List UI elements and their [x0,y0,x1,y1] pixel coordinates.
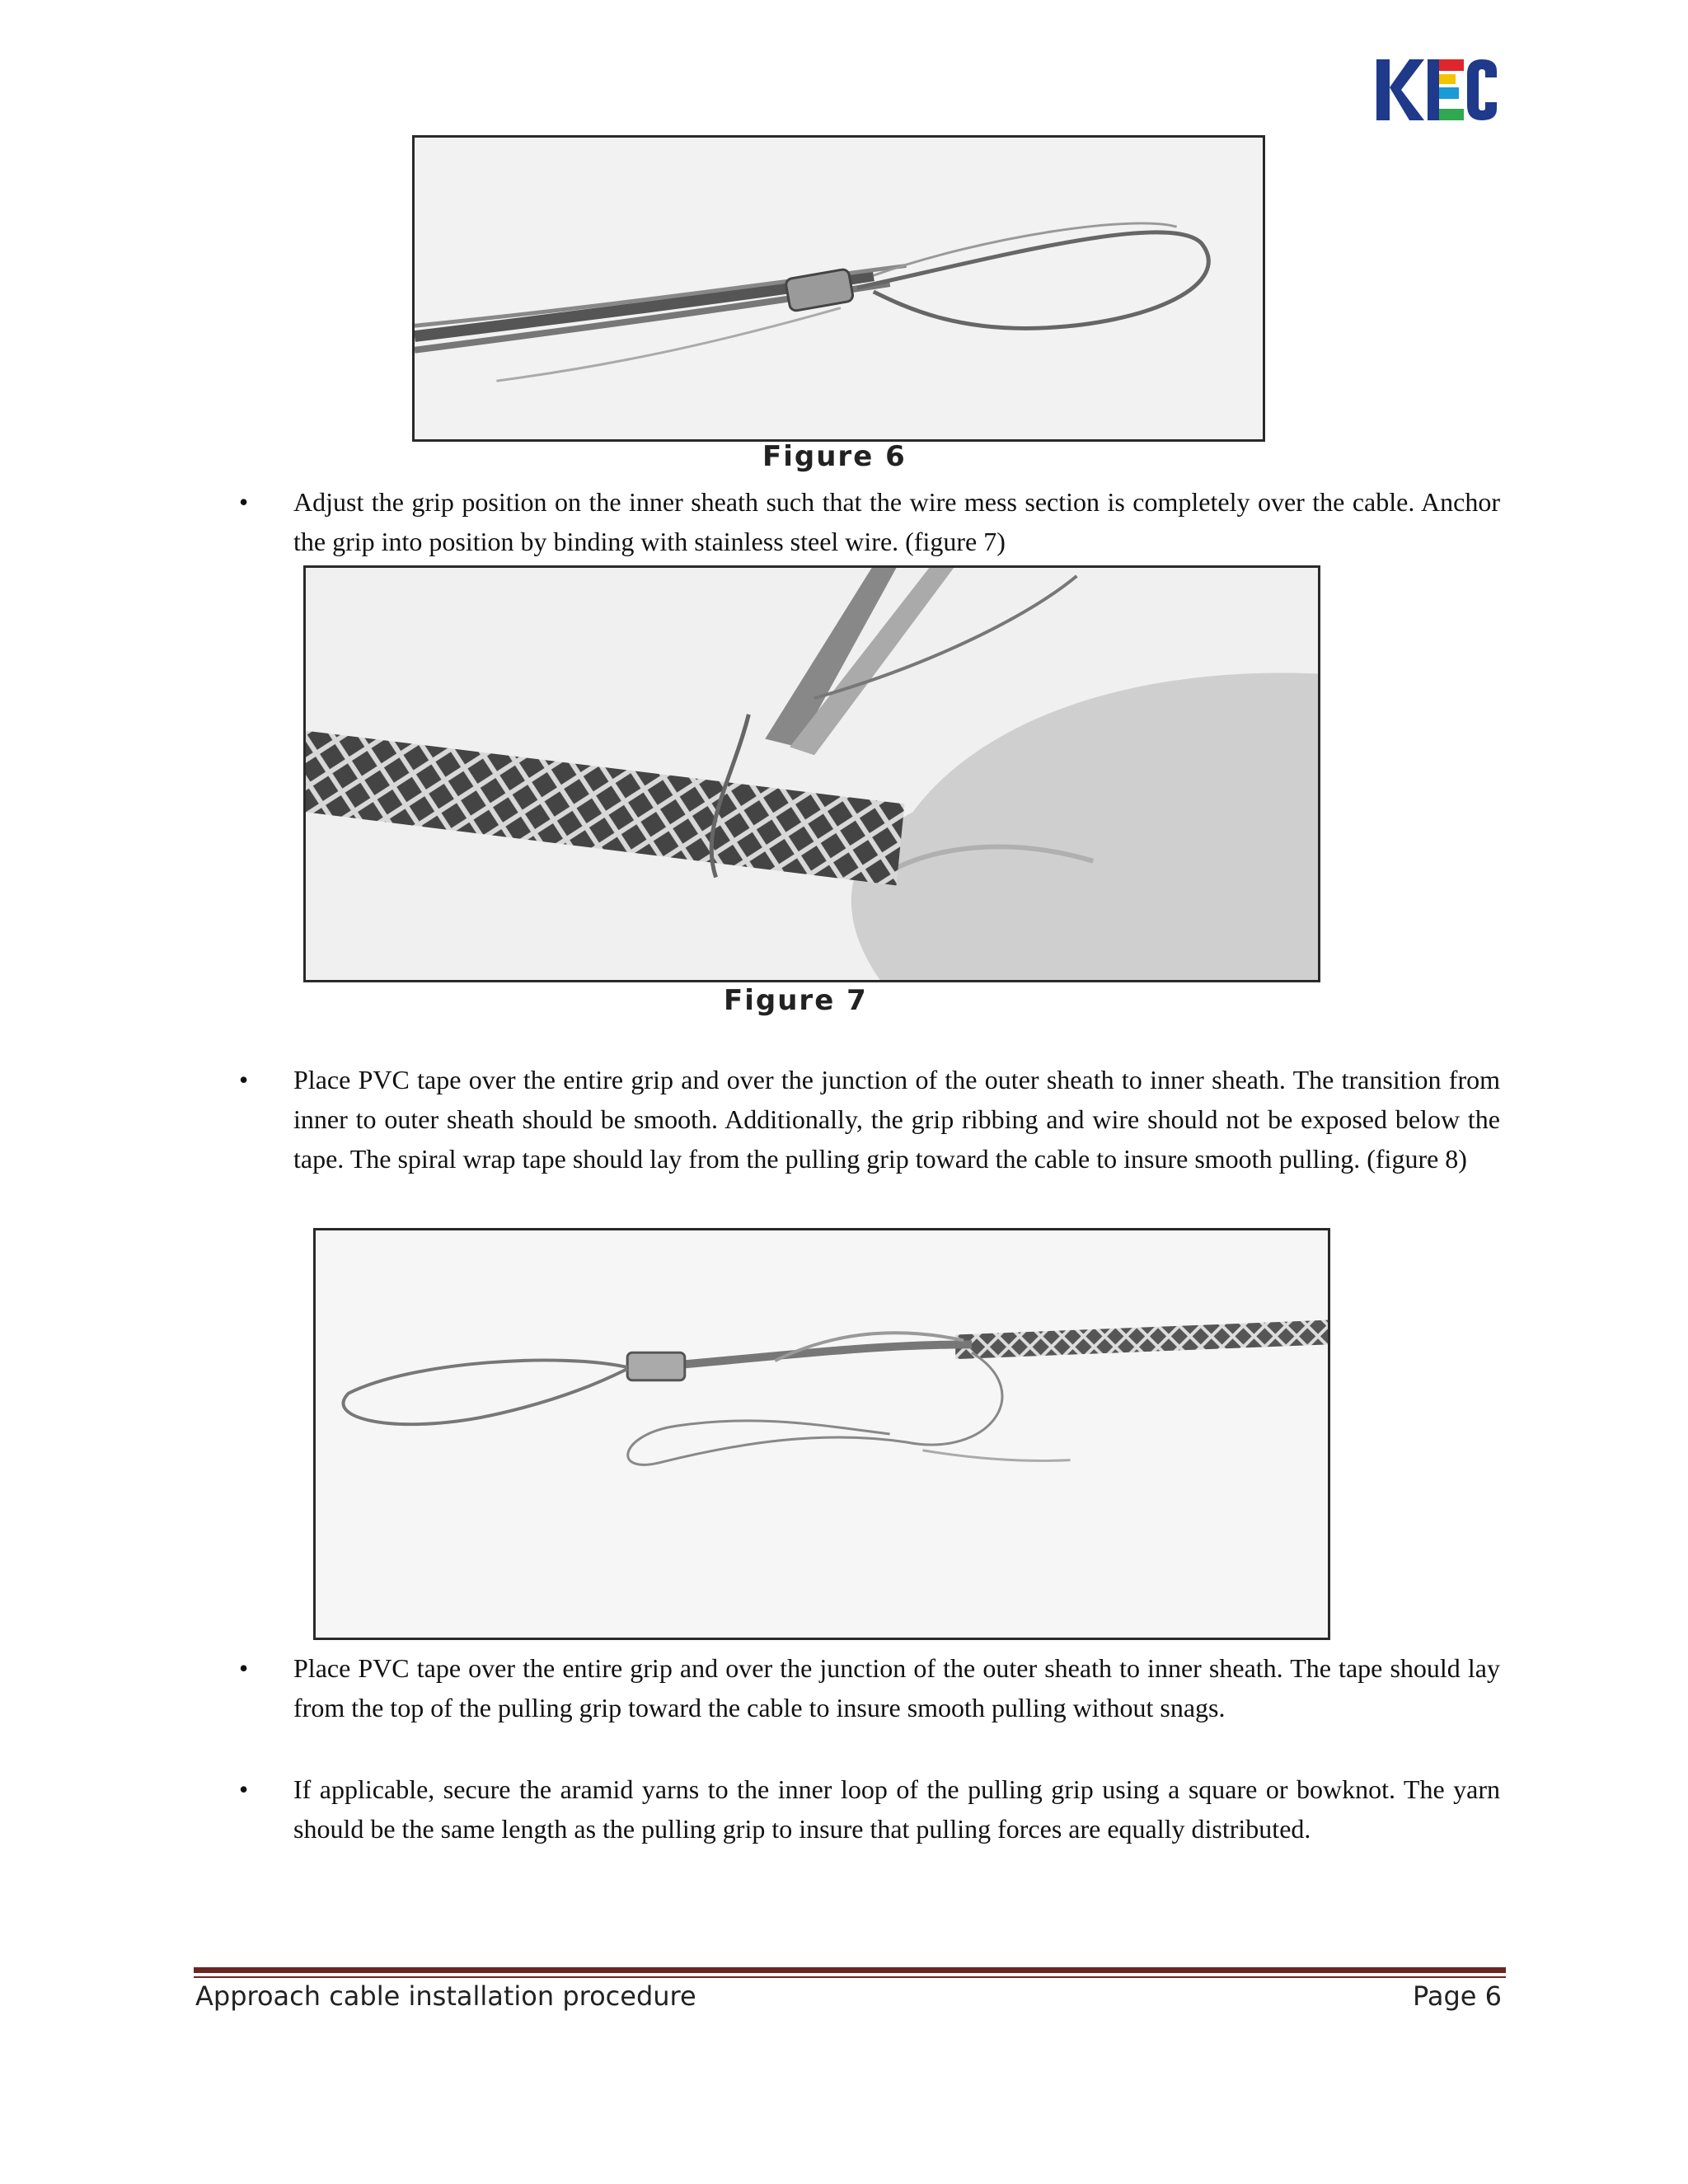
kec-logo-graphic [1376,54,1500,124]
figure-6-image [412,135,1265,442]
list-item-text: Adjust the grip position on the inner sheath such that the wire mess section is completely over the cable. Anchor the grip into position by binding with stainless steel wire. (figure 7) [293,487,1500,556]
figure-6-caption: Figure 6 [762,440,907,473]
list-item-text: Place PVC tape over the entire grip and over the junction of the outer sheath to inner sheath. The transition from inner to outer sheath should be smooth. Additionally, the grip ribbing and wire should not be exposed below the tape. The spiral wrap tape should lay from the pulling grip toward the cable to insure smooth pulling. (figure 8) [293,1065,1500,1174]
footer-divider-thin [194,1976,1506,1978]
footer-page-number: Page 6 [1413,1980,1502,2012]
list-item [239,1648,1500,1727]
grip-binding-photo [306,568,1318,980]
pulling-grip-photo [415,138,1263,439]
kec-logo [1376,54,1500,124]
footer-divider [194,1967,1506,1973]
bullet-marker: • [239,1065,249,1094]
bullet-marker: • [239,487,249,517]
figure-8-image [313,1228,1330,1640]
list-item-text: If applicable, secure the aramid yarns to the inner loop of the pulling grip using a square or bowknot. The yarn should be the same length as the pulling grip to insure that pulling forces are equally distributed. [293,1774,1500,1844]
list-item-text: Place PVC tape over the entire grip and over the junction of the outer sheath to inner sheath. The tape should lay from the top of the pulling grip toward the cable to insure smooth pulling without snags. [293,1653,1500,1722]
footer-document-title: Approach cable installation procedure [195,1980,696,2012]
taped-grip-photo [316,1230,1328,1638]
list-item [239,482,1500,561]
list-item [239,1060,1500,1179]
bullet-marker: • [239,1774,249,1804]
figure-7-image [303,565,1320,982]
bullet-marker: • [239,1653,249,1683]
list-item [239,1769,1500,1849]
figure-7-caption: Figure 7 [724,984,868,1017]
